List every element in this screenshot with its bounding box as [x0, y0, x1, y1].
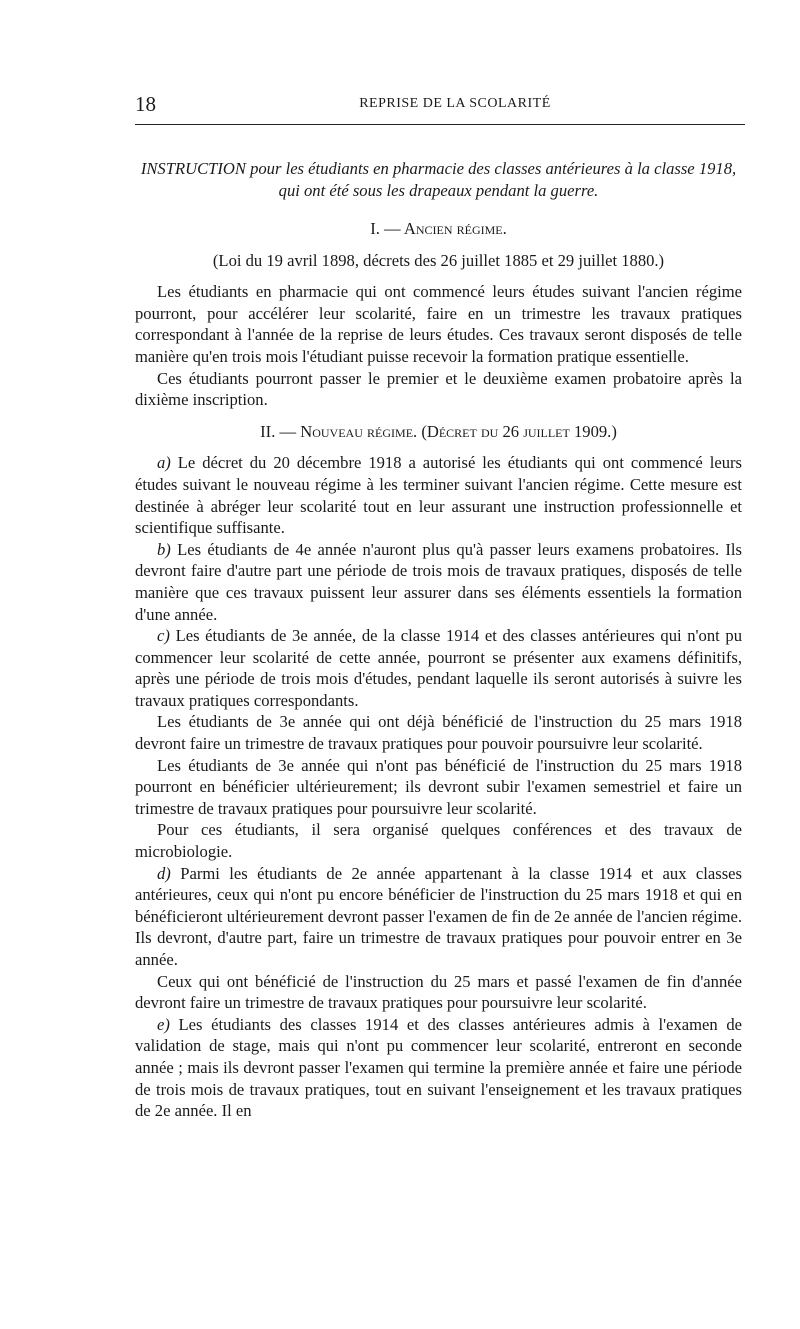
section-title-nouveau-regime: II. — Nouveau régime. (Décret du 26 juillet 1909.): [260, 421, 617, 441]
item-letter: a): [157, 453, 171, 473]
item-text: Ceux qui ont bénéficié de l'instruction du 25 mars et passé l'examen de fin d'année devront faire un trimestre de travaux pratiques pour poursuivre leur scolarité.: [135, 971, 742, 1013]
item-text: Parmi les étudiants de 2e année appartenant à la classe 1914 et aux classes antérieures, ceux qui n'ont pu encore bénéficier de l'instruction du 25 mars 1918 et qui en bénéficieront ultérieurement devront passer l'examen de fin de 2e année de l'ancien régime. Ils devront, d'autre part, faire un trimestre de travaux pratiques pour pouvoir entrer en 3e année.: [135, 863, 742, 969]
instruction-title: INSTRUCTION pour les étudiants en pharmacie des classes antérieures à la classe 1918, qui ont été sous les drapeaux pendant la guerre.: [140, 159, 737, 200]
page-body: [135, 158, 742, 1122]
item-letter: d): [157, 863, 171, 883]
item-letter: e): [157, 1014, 170, 1034]
list-item: [135, 539, 742, 625]
page-number: 18: [135, 92, 156, 116]
header-rule: [135, 124, 745, 125]
item-text: Les étudiants des classes 1914 et des classes antérieures admis à l'examen de validation de stage, mais qui n'ont pu commencer leur scolarité, entreront en seconde année ; mais ils devront passer l'examen qui termine la première année et faire une période de trois mois de travaux pratiques, tout en suivant l'enseignement et les travaux pratiques de 2e année. Il en: [135, 1014, 742, 1121]
law-reference: (Loi du 19 avril 1898, décrets des 26 juillet 1885 et 29 juillet 1880.): [212, 250, 665, 270]
section-items: [135, 452, 742, 1121]
item-text: Pour ces étudiants, il sera organisé quelques conférences et des travaux de microbiologie.: [135, 820, 742, 862]
section-title-ancien-regime: I. — Ancien régime.: [370, 219, 507, 238]
list-item: [135, 863, 742, 971]
item-text: Les étudiants de 3e année qui ont déjà bénéficié de l'instruction du 25 mars 1918 devront faire un trimestre de travaux pratiques pour pouvoir poursuivre leur scolarité.: [135, 712, 742, 754]
item-text: Le décret du 20 décembre 1918 a autorisé les étudiants qui ont commencé leurs études suivant le nouveau régime à les terminer suivant l'ancien régime. Cette mesure est destinée à abréger leur scolarité tout en leur assurant une instruction professionnelle et scientifique suffisante.: [135, 453, 742, 538]
paragraph: Ces étudiants pourront passer le premier et le deuxième examen probatoire après la dixième inscription.: [135, 368, 742, 410]
running-title: REPRISE DE LA SCOLARITÉ: [359, 96, 551, 111]
list-item: [135, 755, 742, 820]
paragraph: Les étudiants en pharmacie qui ont commencé leurs études suivant l'ancien régime pourront, pour accélérer leur scolarité, faire en un trimestre les travaux pratiques correspondant à l'année de la reprise de leurs études. Ces travaux seront disposés de telle manière qu'en trois mois l'étudiant puisse recevoir la formation pratique essentielle.: [135, 282, 742, 366]
item-letter: b): [157, 539, 171, 559]
item-text: Les étudiants de 3e année qui n'ont pas bénéficié de l'instruction du 25 mars 1918 pourront en bénéficier ultérieurement; ils devront subir l'examen semestriel et faire un trimestre de travaux pratiques pour poursuivre leur scolarité.: [135, 755, 742, 818]
item-text: Les étudiants de 3e année, de la classe 1914 et des classes antérieures qui n'ont pu commencer leur scolarité de cette année, pourront se présenter aux examens définitifs, après une période de trois mois d'études, pendant laquelle ils seront autorisés à suivre les travaux pratiques correspondants.: [135, 626, 742, 710]
list-item: [135, 819, 742, 862]
list-item: [135, 452, 742, 538]
list-item: [135, 625, 742, 711]
list-item: [135, 711, 742, 754]
list-item: [135, 971, 742, 1014]
item-text: Les étudiants de 4e année n'auront plus qu'à passer leurs examens probatoires. Ils devront faire d'autre part une période de trois mois de travaux pratiques, disposés de telle manière que ces travaux puissent leur assurer dans ses éléments essentiels la formation d'une année.: [135, 539, 742, 624]
item-letter: c): [157, 626, 170, 646]
list-item: [135, 1014, 742, 1122]
page-header: [135, 88, 745, 118]
